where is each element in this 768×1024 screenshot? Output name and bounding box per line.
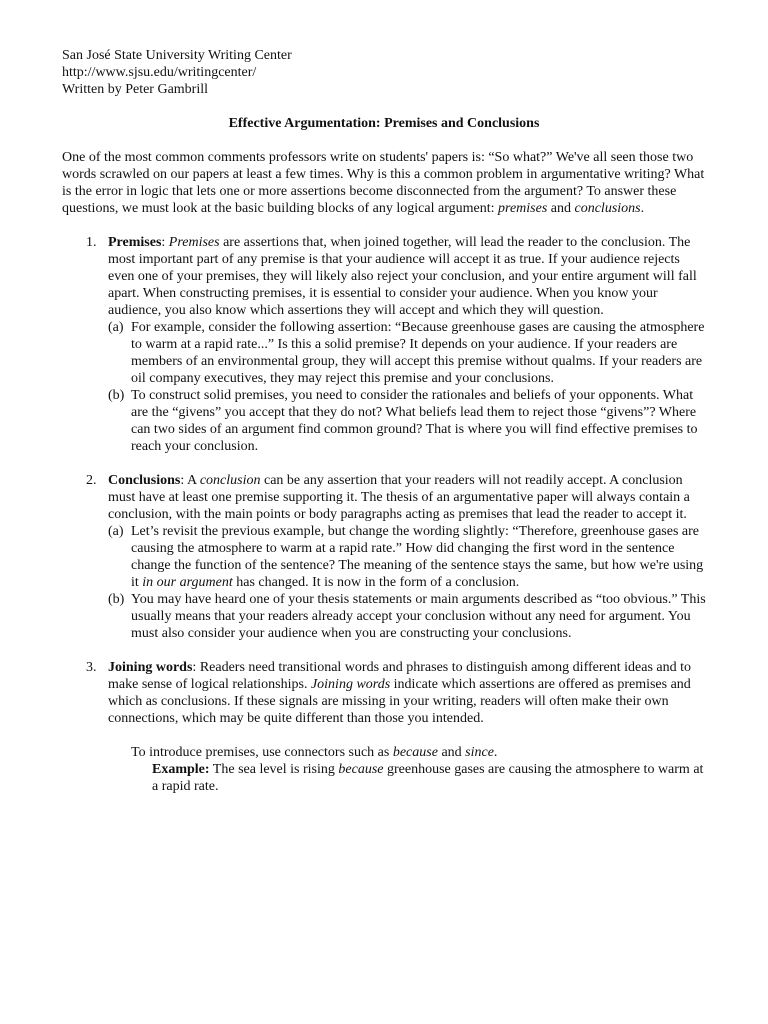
list-number: 2. xyxy=(86,473,97,488)
intro-paragraph xyxy=(62,149,706,217)
connectors-intro-text: To introduce premises, use connectors such as xyxy=(131,745,393,760)
intro-end: . xyxy=(640,201,645,216)
header-url: http://www.sjsu.edu/writingcenter/ xyxy=(62,65,257,80)
header-institution: San José State University Writing Center xyxy=(62,48,292,63)
document-header xyxy=(62,47,706,98)
sub-item-label: (b) xyxy=(108,592,125,607)
list-item-body xyxy=(108,659,706,727)
item-colon: : xyxy=(161,235,169,250)
connectors-block xyxy=(131,744,706,795)
sub-item-text: To construct solid premises, you need to consider the rationales and beliefs of your opponents. What are the “givens” you accept that they do not? What beliefs lead them to reject those “givens”? Where can two sides of an argument find common ground? That is where you will find effective premises to reach your conclusion. xyxy=(131,388,698,454)
list-number: 3. xyxy=(86,660,97,675)
example-italic: because xyxy=(338,762,384,777)
sub-text-italic: in our argument xyxy=(142,575,233,590)
list-item-conclusions xyxy=(62,472,706,642)
example-end: greenhouse gases are causing the atmosphere to warm at a rapid rate. xyxy=(152,762,704,794)
connector-because: because xyxy=(392,745,438,760)
sub-item xyxy=(108,591,706,642)
sub-item-label: (a) xyxy=(108,320,124,335)
item-heading: Joining words xyxy=(108,660,193,675)
connectors-and: and xyxy=(437,745,466,760)
list-item-premises xyxy=(62,234,706,455)
connectors-intro xyxy=(131,744,706,761)
sub-item-text: You may have heard one of your thesis statements or main arguments described as “too obvious.” This usually means that your readers already accept your conclusion without any need for argument. You must also consider your audience when you are constructing your conclusions. xyxy=(131,592,706,641)
sub-item-label: (b) xyxy=(108,388,125,403)
connector-since: since xyxy=(465,745,494,760)
intro-conclusions-term: conclusions xyxy=(574,201,641,216)
item-text: are assertions that, when joined together, will lead the reader to the conclusion. The most important part of any premise is that your audience will accept it as true. If your audience rejects even one of your premises, they will likely also reject your conclusion, and your entire argument will fall apart. When constructing premises, it is essential to consider your audience. When you know your audience, you also know which assertions they will accept and which they will question. xyxy=(108,235,697,318)
connectors-end: . xyxy=(493,745,498,760)
intro-text: One of the most common comments professors write on students' papers is: “So what?” We've all seen those two words scrawled on our papers at least a few times. Why is this a common problem in argumentative writing? What is the error in logic that lets one or more assertions become disconnected from the argument? To answer these questions, we must look at the basic building blocks of any logical argument: xyxy=(62,150,705,216)
item-text: can be any assertion that your readers will not readily accept. A conclusion must have at least one premise supporting it. The thesis of an argumentative paper will always contain a conclusion, with the main points or body paragraphs acting as premises that lead the reader to accept it. xyxy=(108,473,690,522)
item-heading: Conclusions xyxy=(108,473,181,488)
item-term: Joining words xyxy=(310,677,391,692)
item-pre-text: Readers need transitional words and phrases to distinguish among different ideas and to make sense of logical relationships. xyxy=(108,660,691,692)
intro-and: and xyxy=(547,201,575,216)
item-term: Premises xyxy=(168,235,220,250)
sub-item-text xyxy=(131,524,703,590)
sub-item xyxy=(108,523,706,591)
example-text: The sea level is rising xyxy=(209,762,339,777)
item-heading: Premises xyxy=(108,235,162,250)
example-label: Example: xyxy=(152,762,210,777)
item-colon: : xyxy=(192,660,200,675)
sub-text-end: has changed. It is now in the form of a conclusion. xyxy=(232,575,520,590)
sub-item xyxy=(108,387,706,455)
document-title: Effective Argumentation: Premises and Conclusions xyxy=(228,116,540,131)
list-item-body xyxy=(108,234,706,319)
list-item-joining-words xyxy=(62,659,706,727)
sub-item xyxy=(108,319,706,387)
sub-item-text: For example, consider the following assertion: “Because greenhouse gases are causing the atmosphere to warm at a rapid rate...” Is this a solid premise? It depends on your audience. If your readers are members of an environmental group, they will accept this premise without qualms. If your readers are oil company executives, they may reject this premise and your conclusions. xyxy=(131,320,705,386)
list-number: 1. xyxy=(86,235,97,250)
intro-premises-term: premises xyxy=(498,201,548,216)
sub-text-part: Let’s revisit the previous example, but change the wording slightly: “Therefore, greenhouse gases are causing the atmosphere to warm at a rapid rate.” How did changing the first word in the sentence change the function of the sentence? The meaning of the sentence stays the same, but how we're using it xyxy=(131,524,704,590)
item-colon: : A xyxy=(180,473,200,488)
sub-item-label: (a) xyxy=(108,524,124,539)
list-item-body xyxy=(108,472,706,523)
example-line xyxy=(131,761,706,795)
item-term: conclusion xyxy=(199,473,261,488)
header-author: Written by Peter Gambrill xyxy=(62,82,209,97)
item-text: indicate which assertions are offered as premises and which as conclusions. If these signals are missing in your writing, readers will often make their own connections, which may be quite different than those you intended. xyxy=(108,677,691,726)
